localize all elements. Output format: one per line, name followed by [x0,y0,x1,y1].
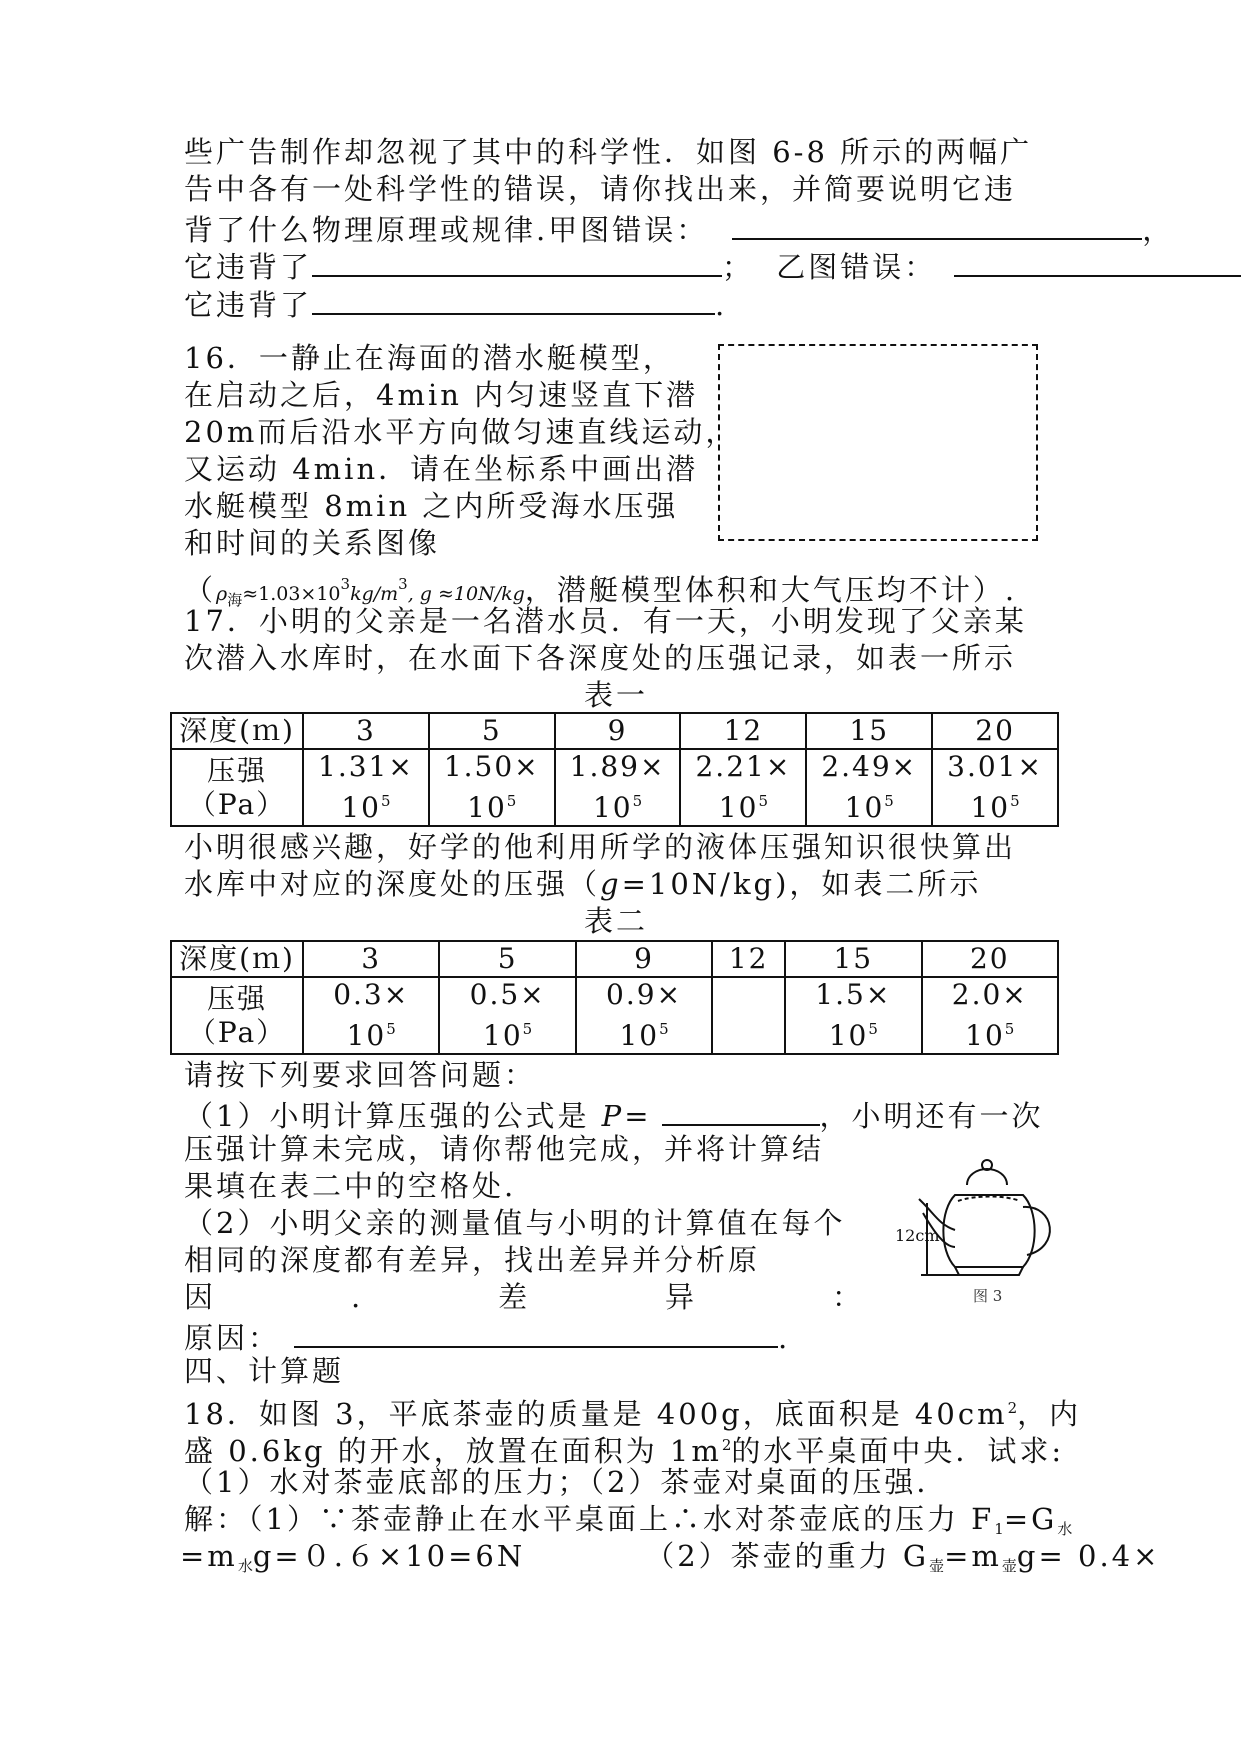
table2-depth-label: 深度(ｍ) [171,941,303,977]
coeff: 2.0× [951,978,1028,1011]
q18-line-5d: =m [944,1539,1002,1573]
teapot-lid [967,1169,1007,1185]
q18-line-5e: g= 0.4× [1016,1539,1161,1573]
coeff: 0.9× [606,978,683,1011]
table-cell [303,749,429,826]
table-cell: 5 [429,713,555,749]
q15-prompt-jia: 背了什么物理原理或规律.甲图错误： [184,213,709,247]
table-cell: 20 [932,713,1058,749]
q18-line-4b: =G [1003,1502,1058,1536]
table-cell: 9 [576,941,712,977]
answer-blank-yi-error[interactable] [954,245,1241,277]
power-base: 10 [592,791,633,824]
answer-blank-jia-principle[interactable] [312,245,722,277]
pressure-label: 压强 [206,753,267,787]
table-cell [922,977,1058,1054]
power-base: 10 [467,791,507,824]
subscript: 1 [994,1520,1004,1538]
q18-line-1 [184,1390,1081,1432]
coeff: 2.49× [821,750,918,783]
answer-blank-reason[interactable] [294,1316,778,1348]
density-value: ≈1.03×10 [242,583,341,605]
q16-line-5: 水艇模型 8min 之内所受海水压强 [184,489,679,523]
area-exponent: 2 [721,1436,732,1454]
table-cell: 12 [680,713,806,749]
q16-line-2: 在启动之后，4min 内匀速竖直下潜 [184,378,699,412]
table-row [171,749,1058,826]
q15-period: . [715,288,728,322]
power-exp: 5 [884,792,894,810]
rho-subscript: 海 [227,591,243,609]
power-base: 10 [483,1019,523,1052]
q17-line-10: 相同的深度都有差异，找出差异并分析原 [184,1243,761,1277]
table-cell [806,749,932,826]
q17-line-6c: ，小明还有一次 [819,1099,1044,1133]
table-cell: 5 [439,941,575,977]
table1-depth-label: 深度(ｍ) [171,713,303,749]
power-exp: 5 [506,792,517,810]
subscript: 水 [1057,1520,1073,1538]
table1-title: 表一 [584,678,649,712]
p-symbol: P [601,1099,625,1133]
power-base: 10 [346,1019,387,1052]
table-cell: 15 [806,713,932,749]
coeff: 0.3× [333,978,410,1011]
teapot-figure [895,1155,1075,1305]
q16-tail: ，潜艇模型体积和大气压均不计）. [524,573,1018,607]
q18-line-5b: g=０.６×10=6N [252,1539,526,1573]
justify-char: 异 [665,1280,698,1314]
subscript: 水 [237,1557,253,1575]
table-1 [170,712,1059,827]
graph-drawing-area[interactable] [718,344,1038,541]
q18-line-5c: （2）茶壶的重力 G [645,1539,930,1573]
q17-line-2: 次潜入水库时，在水面下各深度处的压强记录，如表一所示 [184,641,1017,675]
coeff: 1.31× [318,750,414,783]
table-cell [576,977,712,1054]
justify-char: ： [831,1280,864,1314]
pressure-unit: （Pa） [187,1015,287,1049]
q15-line-5 [184,283,727,323]
equals-sign: = [624,1099,652,1133]
table-2 [170,940,1059,1055]
q16-line-6: 和时间的关系图像 [184,526,441,560]
q17-line-5: 请按下列要求回答问题： [184,1058,537,1092]
height-label: 12cm [895,1226,940,1245]
power-exp: 5 [386,1020,396,1038]
teapot-body [943,1195,1034,1267]
blank-cell-depth-12[interactable] [712,977,785,1054]
reason-prompt: 原因： [184,1321,281,1355]
q18-line-1b: ，内 [1017,1397,1082,1431]
coeff: 3.01× [947,750,1043,783]
q17-line-1: 17．小明的父亲是一名潜水员．有一天，小明发现了父亲某 [184,604,1027,638]
table-cell [303,977,439,1054]
q17-line-12-end: . [778,1321,791,1355]
q15-semicolon: ； [722,250,755,284]
q15-prompt-violates-2: 它违背了 [184,288,313,322]
table-cell: 20 [922,941,1058,977]
power-base: 10 [828,1019,869,1052]
table-cell [680,749,806,826]
power-exp: 5 [758,792,768,810]
power-base: 10 [718,791,759,824]
q16-paren-open: （ [184,573,217,607]
subscript: 壶 [1001,1557,1017,1575]
q18-line-3: （1）水对茶壶底部的压力；（2）茶壶对桌面的压强． [184,1465,949,1499]
table-cell [555,749,681,826]
table2-title: 表二 [584,904,649,938]
q18-line-5 [180,1538,1160,1584]
q18-line-2b: 的水平桌面中央．试求: [731,1434,1065,1468]
q15-prompt-yi: 乙图错误： [776,250,937,284]
table-cell [932,749,1058,826]
table1-pressure-label [171,749,303,826]
q15-comma: ， [1142,213,1175,247]
unit-exponent: 3 [398,575,408,593]
answer-blank-jia-error[interactable] [732,208,1142,240]
coeff: 1.50× [443,750,540,783]
gravity-value: , g ≈10N/kg [407,583,525,605]
q15-line-1: 些广告制作却忽视了其中的科学性．如图 6-8 所示的两幅广 [184,135,1033,169]
q15-line-4 [184,245,1241,285]
subscript: 壶 [929,1557,945,1575]
table-cell [439,977,575,1054]
teapot-base [955,1267,1023,1275]
q15-prompt-violates-1: 它违背了 [184,250,313,284]
table-cell: 15 [785,941,921,977]
table-cell [785,977,921,1054]
q17-formula-prompt: （1）小明计算压强的公式是 [184,1099,602,1133]
q15-line-3 [184,208,1174,248]
q16-line-4: 又运动 4min．请在坐标系中画出潜 [184,452,699,486]
table2-pressure-label [171,977,303,1054]
g-symbol: g [600,867,622,901]
table-cell [429,749,555,826]
q16-line-3: 20m而后沿水平方向做匀速直线运动， [184,415,738,449]
power-exp: 5 [659,1020,669,1038]
power-base: 10 [341,791,381,824]
table-cell: 9 [555,713,681,749]
table-cell: 3 [303,713,429,749]
q18-line-2a: 盛 0.6kg 的开水，放置在面积为 1m [184,1434,722,1468]
coeff: 1.5× [815,978,892,1011]
table-row [171,941,1058,977]
q17-line-4 [184,866,981,902]
answer-blank-formula[interactable] [662,1094,820,1126]
area-exponent: 2 [1007,1399,1018,1417]
figure-caption: 图 3 [973,1287,1003,1305]
q17-line-4b: =10N/kg)，如表二所示 [621,867,982,901]
q17-line-4a: 水库中对应的深度处的压强（ [184,867,601,901]
coeff: 0.5× [469,978,546,1011]
power-base: 10 [619,1019,660,1052]
q18-line-1a: 18．如图 3，平底茶壶的质量是 400g，底面积是 40cm [184,1397,1008,1431]
rho-symbol: ρ [216,583,228,605]
density-unit: kg/m [350,583,399,605]
q17-line-11 [184,1279,864,1315]
q17-line-7: 压强计算未完成，请你帮他完成，并将计算结 [184,1132,825,1166]
q15-line-2: 告中各有一处科学性的错误，请你找出来，并简要说明它违 [184,172,1017,206]
power-exp: 5 [380,792,391,810]
q17-line-12 [184,1316,790,1356]
power-base: 10 [970,791,1011,824]
pressure-unit: （Pa） [187,787,287,821]
teapot-handle [1023,1207,1050,1255]
power-exp: 5 [1004,1020,1015,1038]
table-row [171,713,1058,749]
q18-line-4a: 解：（1）∵茶壶静止在水平桌面上∴水对茶壶底的压力 F [184,1502,995,1536]
table-cell: 3 [303,941,439,977]
table-cell: 12 [712,941,785,977]
q16-line-1: 16．一静止在海面的潜水艇模型， [184,341,675,375]
justify-char: 因 [184,1280,217,1314]
q18-line-5a: =m [180,1539,238,1573]
power-exp: 5 [1010,792,1020,810]
pressure-label: 压强 [206,981,267,1015]
justify-char: 差 [498,1280,531,1314]
power-exp: 5 [522,1020,533,1038]
power-exp: 5 [868,1020,878,1038]
answer-blank-yi-principle[interactable] [312,283,715,315]
table-row [171,977,1058,1054]
q18-line-2 [184,1427,1064,1469]
q17-line-3: 小明很感兴趣，好学的他利用所学的液体压强知识很快算出 [184,830,1017,864]
coeff: 1.89× [569,750,666,783]
density-exponent: 3 [340,575,351,593]
q17-line-9: （2）小明父亲的测量值与小明的计算值在每个 [184,1206,846,1240]
power-base: 10 [844,791,885,824]
q17-line-6 [184,1094,1044,1134]
coeff: 2.21× [695,750,792,783]
section-heading: 四、计算题 [184,1354,345,1388]
water-level-line [958,1197,1020,1202]
power-exp: 5 [632,792,643,810]
q17-line-8: 果填在表二中的空格处. [184,1169,517,1203]
justify-char: . [350,1280,364,1314]
power-base: 10 [965,1019,1005,1052]
